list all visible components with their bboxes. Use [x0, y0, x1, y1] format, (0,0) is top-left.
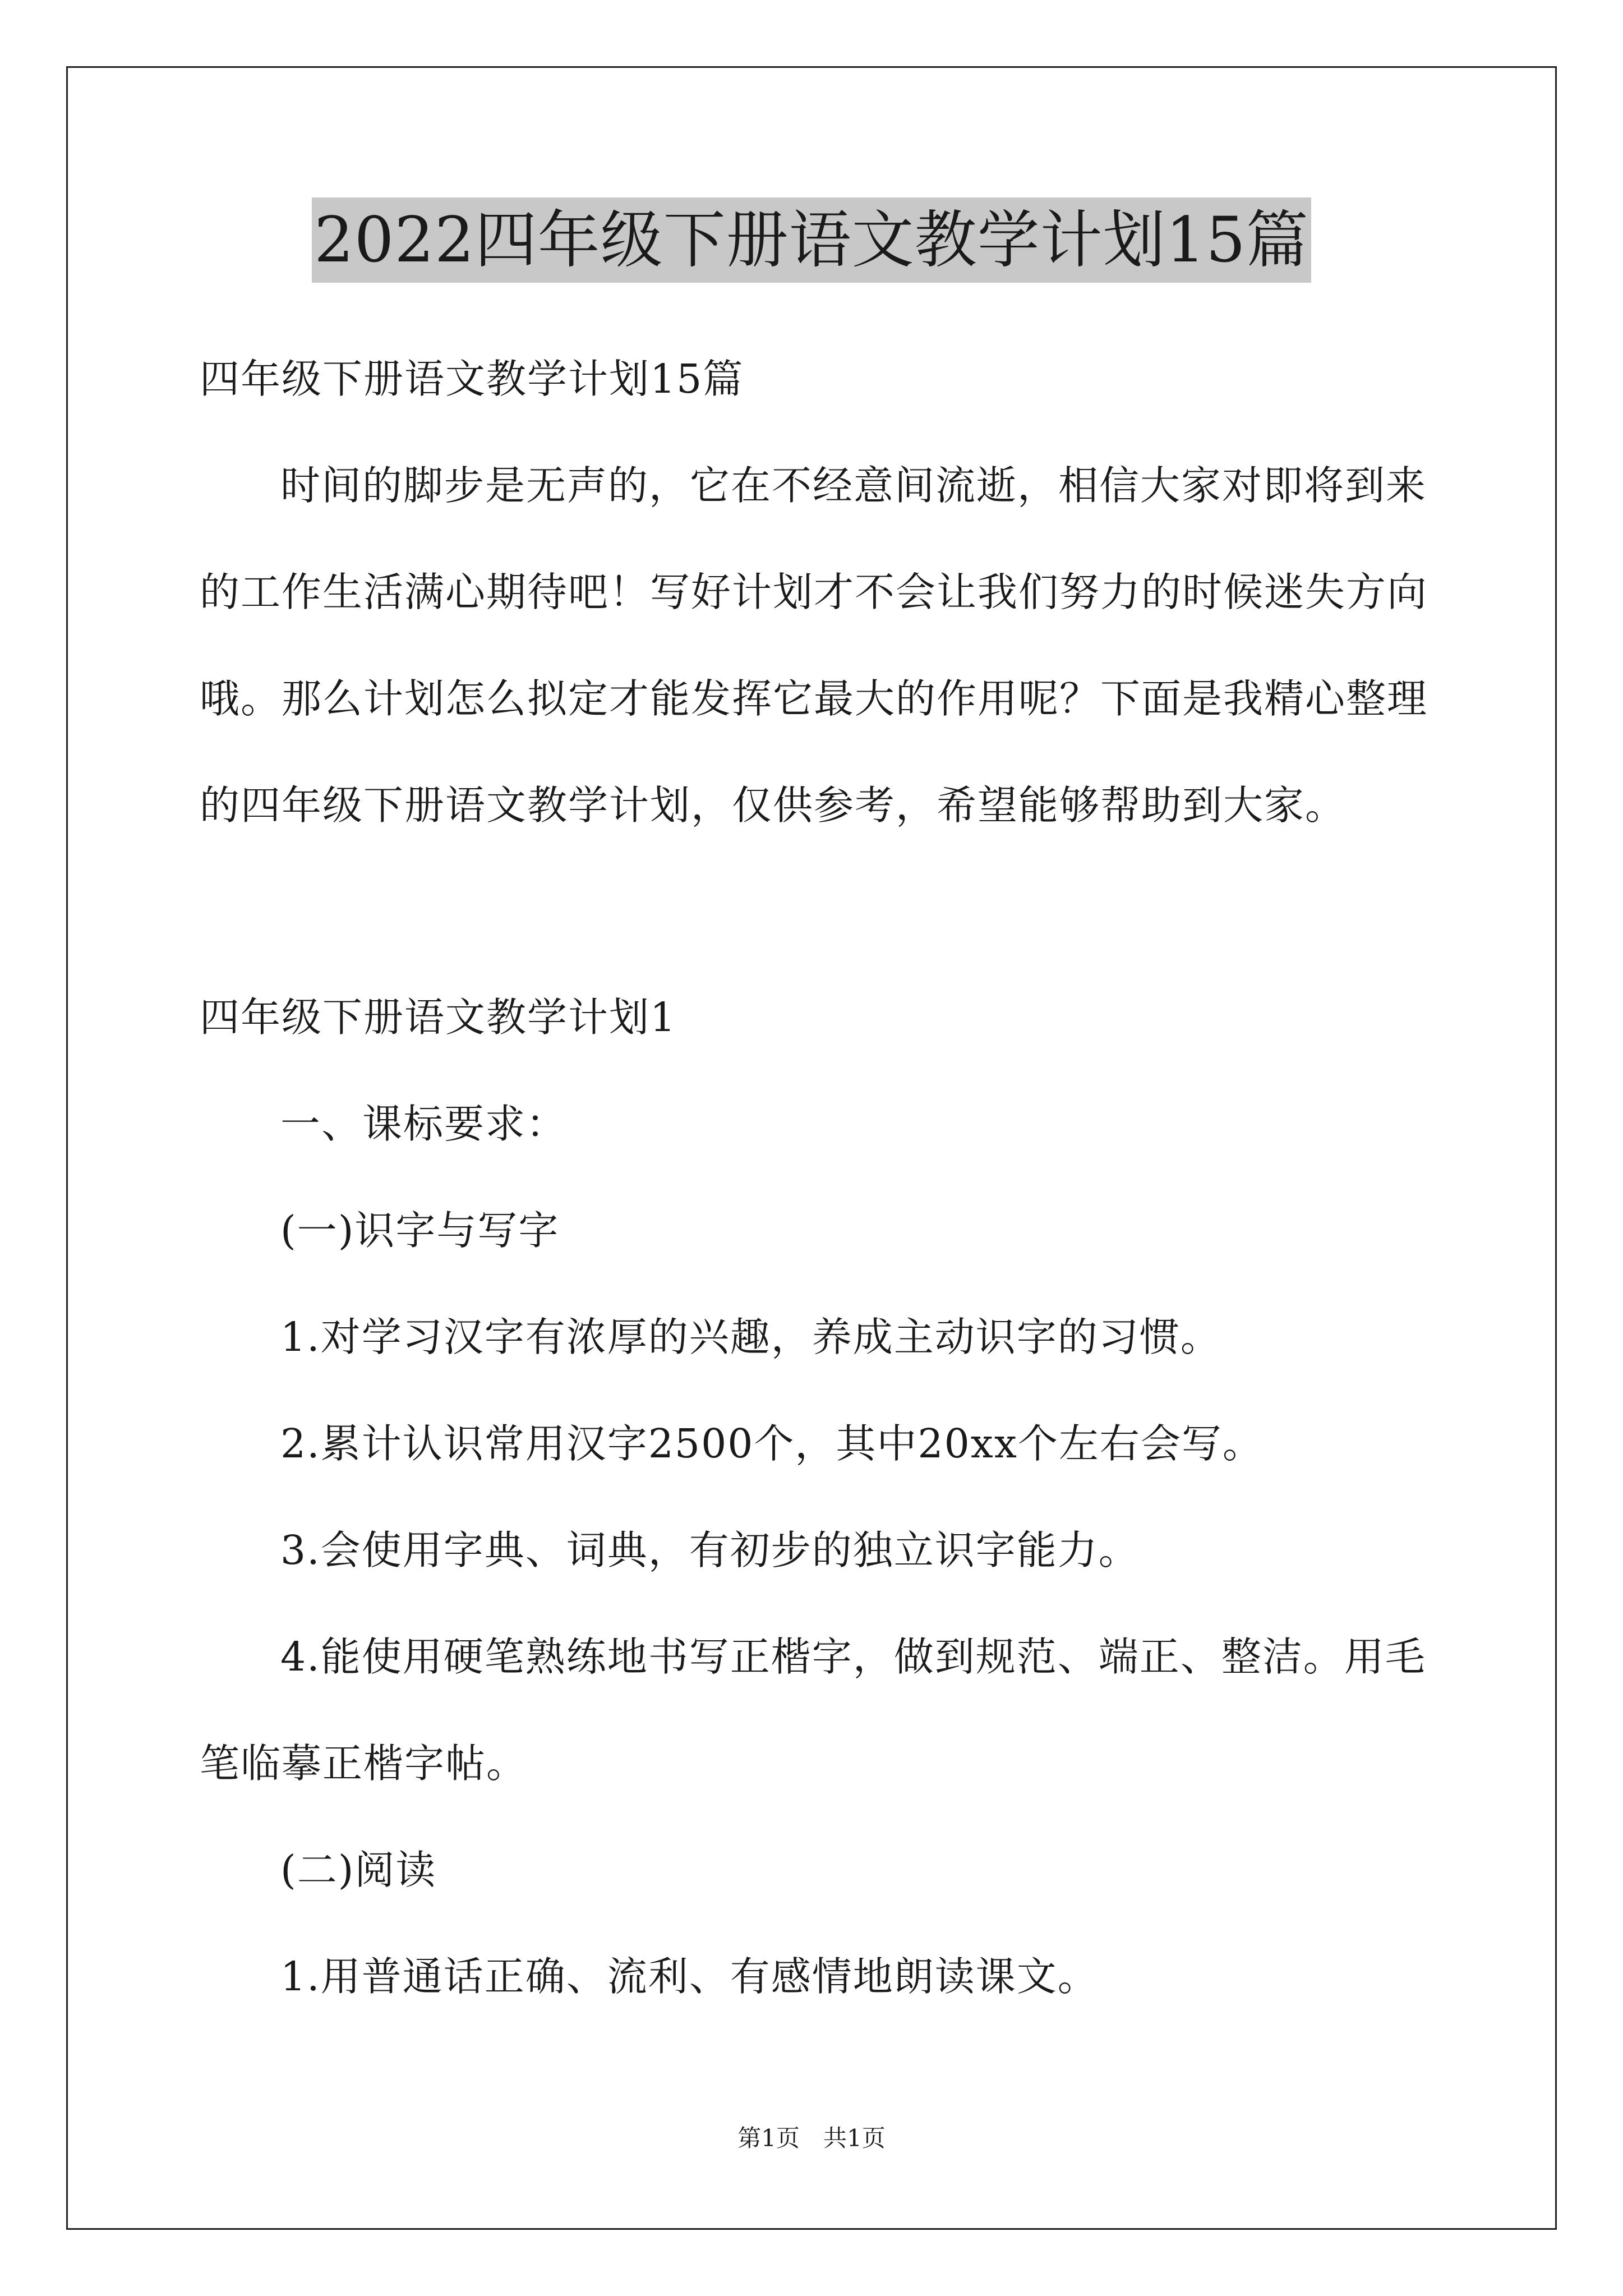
- literacy-item-4: 4.能使用硬笔熟练地书写正楷字，做到规范、端正、整洁。用毛: [280, 1634, 1426, 1680]
- intro-line-4: 的四年级下册语文教学计划，仅供参考，希望能够帮助到大家。: [200, 782, 1347, 829]
- literacy-item-1: 1.对学习汉字有浓厚的兴趣，养成主动识字的习惯。: [280, 1314, 1221, 1360]
- title-container: [0, 197, 1623, 283]
- document-title: 2022四年级下册语文教学计划15篇: [312, 197, 1311, 283]
- part-one-heading: 一、课标要求：: [280, 1101, 568, 1147]
- intro-line-3: 哦。那么计划怎么拟定才能发挥它最大的作用呢？下面是我精心整理: [200, 675, 1428, 722]
- document-subtitle: 四年级下册语文教学计划15篇: [200, 356, 744, 402]
- literacy-item-2: 2.累计认识常用汉字2500个，其中20xx个左右会写。: [280, 1420, 1264, 1467]
- literacy-item-4-continued: 笔临摹正楷字帖。: [200, 1740, 528, 1787]
- intro-line-2: 的工作生活满心期待吧！写好计划才不会让我们努力的时候迷失方向: [200, 569, 1428, 615]
- intro-line-1: 时间的脚步是无声的，它在不经意间流逝，相信大家对即将到来: [280, 462, 1427, 509]
- sub-heading-reading: (二)阅读: [280, 1847, 437, 1893]
- page-footer: 第1页 共1页: [737, 2124, 886, 2152]
- sub-heading-literacy: (一)识字与写字: [280, 1207, 560, 1254]
- section-heading: 四年级下册语文教学计划1: [200, 994, 677, 1041]
- reading-item-1: 1.用普通话正确、流利、有感情地朗读课文。: [280, 1953, 1099, 2000]
- literacy-item-3: 3.会使用字典、词典，有初步的独立识字能力。: [280, 1527, 1140, 1573]
